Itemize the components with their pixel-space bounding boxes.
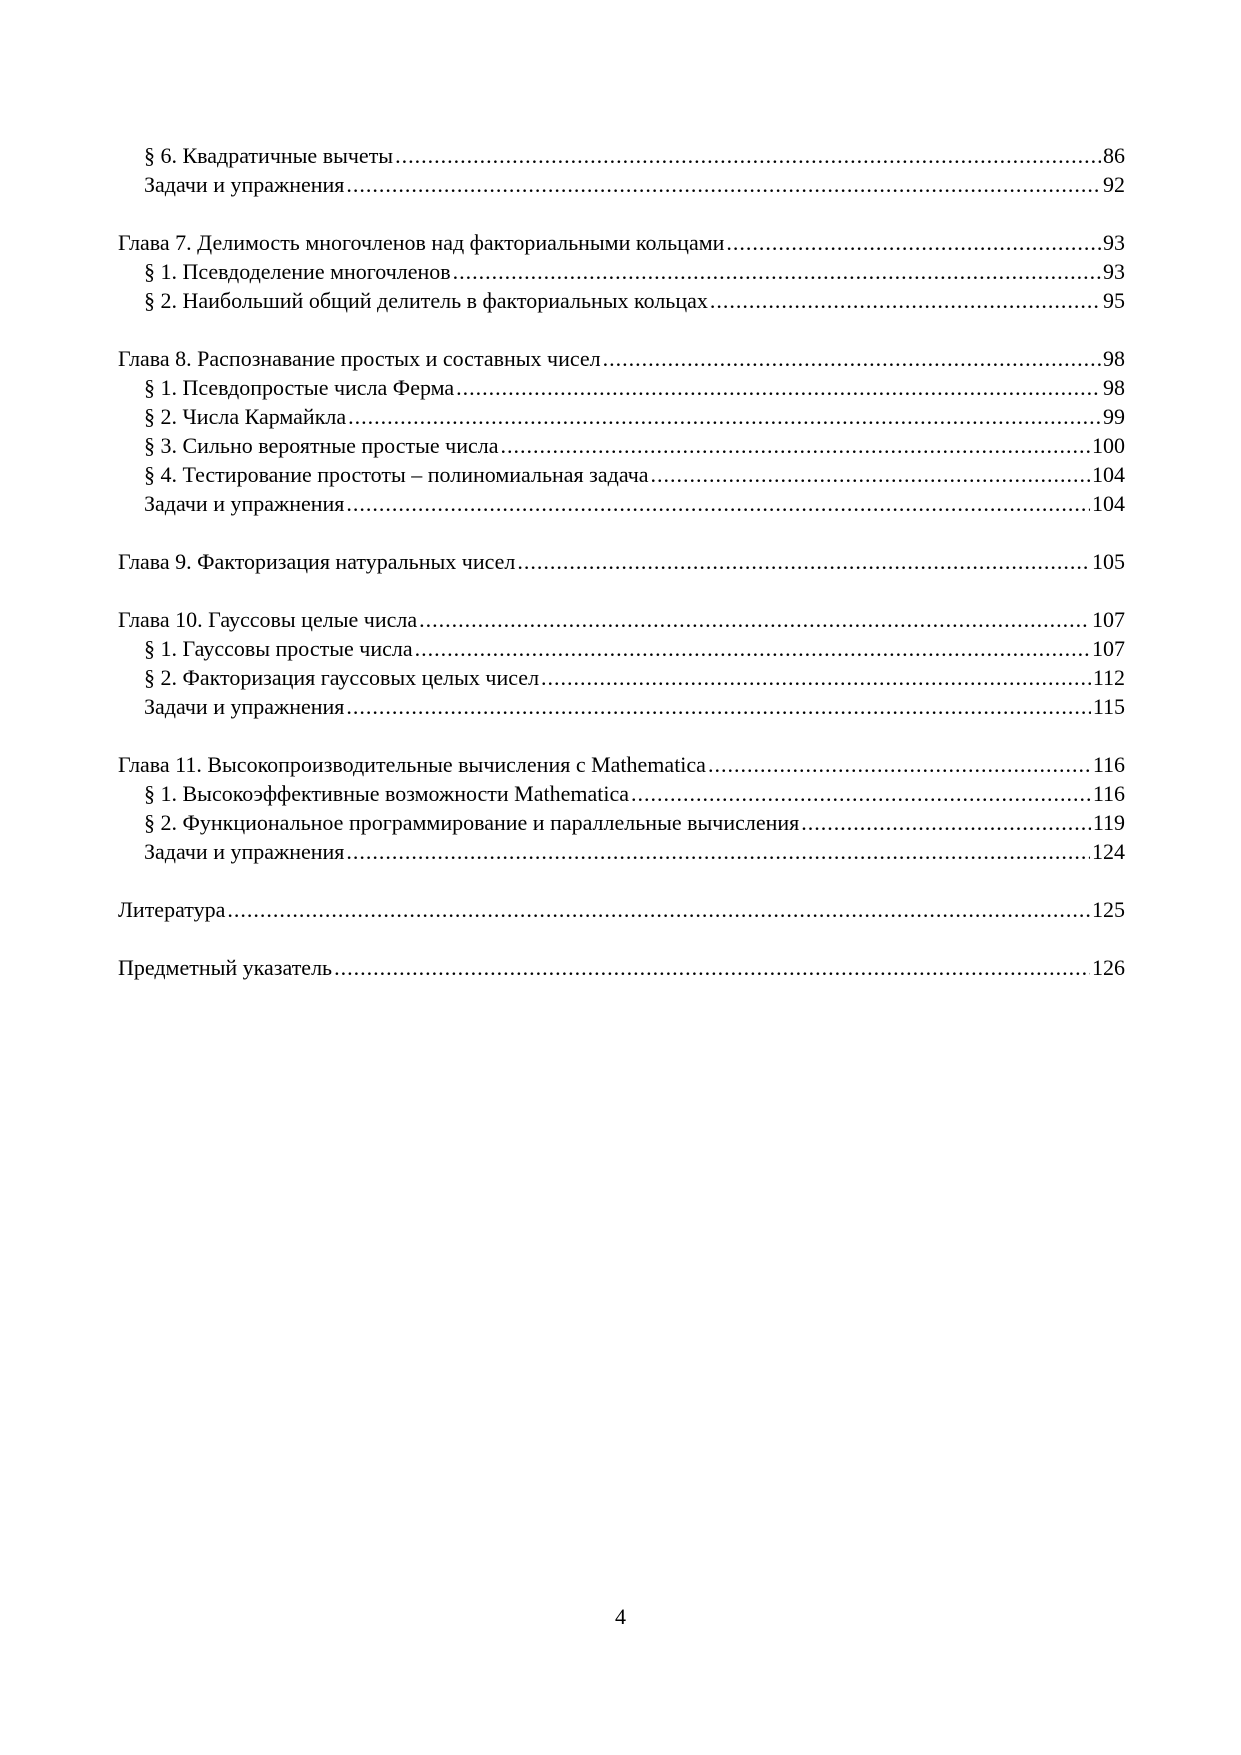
- dot-leader: [801, 808, 1091, 837]
- toc-entry-page: 107: [1092, 607, 1125, 632]
- toc-entry-title: Задачи и упражнения: [144, 172, 345, 197]
- toc-entry-page: 98: [1103, 375, 1125, 400]
- toc-group: [118, 344, 1125, 518]
- toc-group: [118, 141, 1125, 199]
- toc-entry-title: § 4. Тестирование простоты – полиномиальная задача: [144, 462, 649, 487]
- dot-leader: [500, 431, 1090, 460]
- dot-leader: [541, 663, 1091, 692]
- toc-entry-title: Глава 10. Гауссовы целые числа: [118, 607, 418, 632]
- toc-entry-page: 107: [1092, 636, 1125, 661]
- toc-entry-page: 125: [1092, 897, 1125, 922]
- toc-entry-title: § 2. Факторизация гауссовых целых чисел: [144, 665, 540, 690]
- page-number: 4: [615, 1604, 626, 1629]
- toc-entry-title: Глава 7. Делимость многочленов над факториальными кольцами: [118, 230, 725, 255]
- table-of-contents: [118, 141, 1125, 1011]
- dot-leader: [453, 257, 1101, 286]
- toc-entry-page: 116: [1092, 781, 1125, 806]
- toc-chapter-entry[interactable]: [118, 750, 1125, 779]
- dot-leader: [348, 402, 1101, 431]
- toc-section-entry[interactable]: [118, 837, 1125, 866]
- toc-group: [118, 605, 1125, 721]
- toc-entry-title: Глава 9. Факторизация натуральных чисел: [118, 549, 516, 574]
- toc-entry-title: § 6. Квадратичные вычеты: [144, 143, 394, 168]
- toc-chapter-entry[interactable]: [118, 228, 1125, 257]
- toc-entry-title: § 3. Сильно вероятные простые числа: [144, 433, 499, 458]
- toc-entry-page: 124: [1092, 839, 1125, 864]
- toc-entry-title: Предметный указатель: [118, 955, 333, 980]
- dot-leader: [603, 344, 1101, 373]
- dot-leader: [346, 692, 1090, 721]
- toc-entry-page: 104: [1092, 491, 1125, 516]
- toc-section-entry[interactable]: [118, 634, 1125, 663]
- toc-chapter-entry[interactable]: [118, 605, 1125, 634]
- toc-section-entry[interactable]: [118, 808, 1125, 837]
- toc-entry-title: Задачи и упражнения: [144, 491, 345, 516]
- toc-entry-page: 93: [1103, 259, 1125, 284]
- dot-leader: [346, 837, 1090, 866]
- dot-leader: [631, 779, 1091, 808]
- toc-section-entry[interactable]: [118, 663, 1125, 692]
- dot-leader: [227, 895, 1090, 924]
- toc-entry-page: 112: [1092, 665, 1125, 690]
- toc-section-entry[interactable]: [118, 257, 1125, 286]
- toc-entry-title: § 1. Псевдоделение многочленов: [144, 259, 451, 284]
- toc-entry-page: 115: [1092, 694, 1125, 719]
- toc-entry-page: 126: [1092, 955, 1125, 980]
- dot-leader: [651, 460, 1090, 489]
- toc-chapter-entry[interactable]: [118, 547, 1125, 576]
- toc-group: [118, 895, 1125, 924]
- toc-entry-page: 104: [1092, 462, 1125, 487]
- toc-entry-title: § 1. Псевдопростые числа Ферма: [144, 375, 455, 400]
- toc-entry-page: 105: [1092, 549, 1125, 574]
- toc-entry-title: § 2. Числа Кармайкла: [144, 404, 347, 429]
- toc-entry-page: 92: [1103, 172, 1125, 197]
- toc-entry-page: 99: [1103, 404, 1125, 429]
- toc-entry-page: 95: [1103, 288, 1125, 313]
- toc-entry-page: 116: [1092, 752, 1125, 777]
- toc-group: [118, 750, 1125, 866]
- toc-entry-title: Глава 8. Распознавание простых и составных чисел: [118, 346, 601, 371]
- toc-chapter-entry[interactable]: [118, 344, 1125, 373]
- dot-leader: [346, 489, 1090, 518]
- dot-leader: [415, 634, 1090, 663]
- toc-chapter-entry[interactable]: [118, 953, 1125, 982]
- dot-leader: [726, 228, 1101, 257]
- toc-entry-page: 119: [1092, 810, 1125, 835]
- toc-group: [118, 953, 1125, 982]
- toc-entry-title: § 1. Гауссовы простые числа: [144, 636, 413, 661]
- toc-entry-title: Литература: [118, 897, 226, 922]
- toc-entry-title: § 2. Наибольший общий делитель в факториальных кольцах: [144, 288, 708, 313]
- dot-leader: [708, 750, 1091, 779]
- toc-section-entry[interactable]: [118, 779, 1125, 808]
- toc-entry-title: Глава 11. Высокопроизводительные вычисления с Mathematica: [118, 752, 706, 777]
- toc-section-entry[interactable]: [118, 170, 1125, 199]
- toc-entry-title: Задачи и упражнения: [144, 694, 345, 719]
- toc-section-entry[interactable]: [118, 431, 1125, 460]
- dot-leader: [710, 286, 1101, 315]
- toc-entry-page: 93: [1103, 230, 1125, 255]
- dot-leader: [419, 605, 1090, 634]
- toc-entry-title: § 2. Функциональное программирование и параллельные вычисления: [144, 810, 800, 835]
- toc-section-entry[interactable]: [118, 489, 1125, 518]
- toc-section-entry[interactable]: [118, 402, 1125, 431]
- dot-leader: [346, 170, 1101, 199]
- toc-section-entry[interactable]: [118, 692, 1125, 721]
- dot-leader: [517, 547, 1090, 576]
- dot-leader: [334, 953, 1090, 982]
- toc-section-entry[interactable]: [118, 373, 1125, 402]
- toc-section-entry[interactable]: [118, 141, 1125, 170]
- toc-group: [118, 228, 1125, 315]
- toc-chapter-entry[interactable]: [118, 895, 1125, 924]
- toc-section-entry[interactable]: [118, 286, 1125, 315]
- toc-group: [118, 547, 1125, 576]
- dot-leader: [456, 373, 1101, 402]
- toc-section-entry[interactable]: [118, 460, 1125, 489]
- toc-entry-page: 86: [1103, 143, 1125, 168]
- dot-leader: [395, 141, 1101, 170]
- toc-entry-page: 98: [1103, 346, 1125, 371]
- toc-entry-title: § 1. Высокоэффективные возможности Mathematica: [144, 781, 630, 806]
- toc-entry-page: 100: [1092, 433, 1125, 458]
- toc-entry-title: Задачи и упражнения: [144, 839, 345, 864]
